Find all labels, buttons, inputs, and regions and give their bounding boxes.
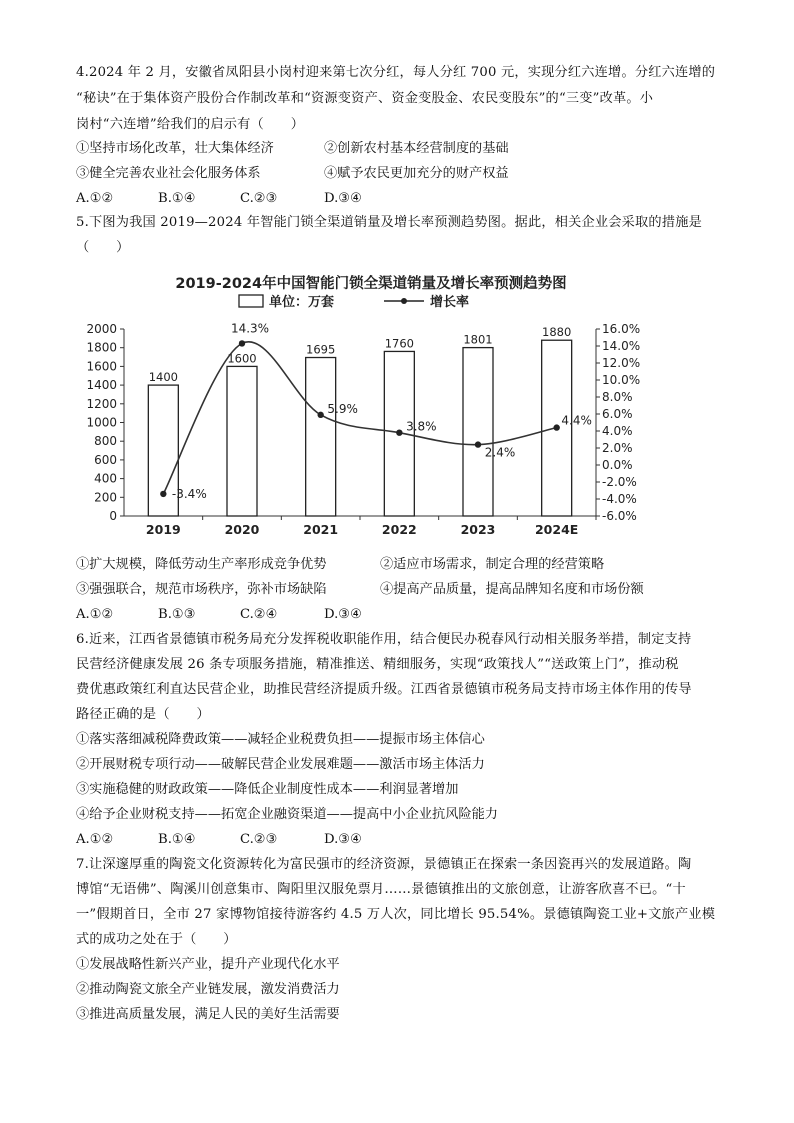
right-tick-label: -6.0% (602, 509, 637, 523)
plot-area (86, 321, 640, 537)
q5-statement-1: ①扩大规模，降低劳动生产率形成竞争优势 (76, 557, 327, 572)
left-tick-label: 1400 (86, 378, 117, 393)
chart-title: 2019-2024年中国智能门锁全渠道销量及增长率预测趋势图 (175, 276, 567, 292)
q6-choice-d: D.③④ (324, 832, 362, 847)
q4-stem-line-2: “秘诀”在于集体资产股份合作制改革和“资源变资产、资金变股金、农民变股东”的“三变”改革。小 (76, 91, 654, 106)
left-tick-label: 1200 (86, 396, 117, 411)
growth-value-label: 14.3% (230, 321, 270, 336)
growth-value-label: 3.8% (406, 419, 437, 434)
bar-value-label: 1695 (306, 342, 336, 357)
right-tick-label: 10.0% (602, 373, 641, 387)
q6-choice-b: B.①④ (158, 832, 196, 847)
q6-choice-c: C.②③ (240, 832, 278, 847)
sales-growth-chart (76, 265, 666, 545)
q7-statement-2: ②推动陶瓷文旅全产业链发展，激发消费活力 (76, 982, 340, 997)
q5-choice-d: D.③④ (324, 607, 362, 622)
growth-point-2023 (475, 441, 481, 447)
growth-value-label: -3.4% (171, 486, 207, 501)
x-tick-label: 2023 (460, 522, 496, 537)
growth-point-2021 (317, 412, 323, 418)
q6-statement-2: ②开展财税专项行动——破解民营企业发展难题——激活市场主体活力 (76, 757, 485, 772)
growth-value-label: 2.4% (484, 445, 516, 460)
q4-stem-line-1: 4.2024 年 2 月，安徽省凤阳县小岗村迎来第七次分红，每人分红 700 元，实现分红六连增。分红六连增的 (76, 65, 716, 80)
legend-line-label: 增长率 (430, 295, 470, 310)
right-tick-label: 6.0% (602, 407, 633, 421)
q5-statement-3: ③强强联合，规范市场秩序，弥补市场缺陷 (76, 582, 327, 597)
right-tick-label: -2.0% (602, 475, 637, 489)
q5-choice-b: B.①③ (158, 607, 196, 622)
growth-line (163, 342, 556, 494)
bar-value-label: 1760 (384, 336, 414, 351)
growth-point-2022 (396, 430, 402, 436)
q7-statement-1: ①发展战略性新兴产业，提升产业现代化水平 (76, 957, 340, 972)
right-tick-label: 16.0% (602, 322, 641, 336)
left-tick-label: 200 (94, 490, 117, 505)
left-tick-label: 0 (109, 509, 117, 523)
bar-value-label: 1400 (148, 370, 178, 385)
right-tick-label: 14.0% (602, 339, 641, 353)
chart-svg (76, 265, 666, 545)
q5-choice-a: A.①② (76, 607, 114, 622)
growth-point-2019 (160, 491, 166, 497)
q4-statement-4: ④赋予农民更加充分的财产权益 (324, 166, 509, 181)
q7-stem-line-2: 博馆“无语佛”、陶溪川创意集市、陶阳里汉服免票月……景德镇推出的文旅创意，让游客欣喜不已。“十 (76, 882, 686, 897)
x-tick-label: 2020 (224, 522, 260, 537)
q5-statement-4: ④提高产品质量，提高品牌知名度和市场份额 (380, 582, 644, 597)
bar-2021 (306, 358, 336, 516)
q6-statement-4: ④给予企业财税支持——拓宽企业融资渠道——提高中小企业抗风险能力 (76, 807, 498, 822)
q4-choice-a: A.①② (76, 191, 114, 206)
legend-bar-swatch (239, 295, 263, 307)
x-tick-label: 2022 (381, 522, 417, 537)
growth-point-2024E (553, 424, 559, 430)
growth-value-label: 4.4% (561, 413, 592, 428)
q5-statement-2: ②适应市场需求，制定合理的经营策略 (380, 557, 605, 572)
left-tick-label: 1600 (86, 359, 117, 374)
q4-stem-line-3: 岗村“六连增”给我们的启示有（ ） (76, 117, 305, 132)
left-tick-label: 2000 (86, 322, 117, 336)
q7-stem-line-3: 一”假期首日，全市 27 家博物馆接待游客约 4.5 万人次，同比增长 95.54%。景德镇陶瓷工业+文旅产业模 (76, 907, 716, 922)
q4-statement-2: ②创新农村基本经营制度的基础 (324, 141, 509, 156)
left-tick-label: 600 (94, 452, 117, 467)
right-tick-label: -4.0% (602, 492, 637, 506)
q4-choice-c: C.②③ (240, 191, 278, 206)
q5-stem-line-2: （ ） (76, 240, 130, 255)
q6-statement-3: ③实施稳健的财政政策——降低企业制度性成本——利润显著增加 (76, 782, 459, 797)
q7-stem-line-4: 式的成功之处在于（ ） (76, 932, 237, 947)
x-tick-label: 2024E (534, 522, 579, 537)
right-tick-label: 0.0% (602, 458, 633, 472)
right-tick-label: 4.0% (602, 424, 633, 438)
q6-choice-a: A.①② (76, 832, 114, 847)
q6-stem-line-4: 路径正确的是（ ） (76, 707, 210, 722)
legend-bar-label: 单位：万套 (269, 295, 335, 310)
bar-2020 (227, 366, 257, 516)
q7-stem-line-1: 7.让深邃厚重的陶瓷文化资源转化为富民强市的经济资源，景德镇正在探索一条因瓷再兴的发展道路。陶 (76, 857, 692, 872)
q4-statement-1: ①坚持市场化改革，壮大集体经济 (76, 141, 274, 156)
x-tick-label: 2021 (303, 522, 339, 537)
bar-value-label: 1880 (542, 325, 572, 340)
growth-value-label: 5.9% (327, 401, 358, 416)
x-tick-label: 2019 (145, 522, 181, 537)
bar-value-label: 1600 (227, 351, 257, 366)
right-tick-label: 2.0% (602, 441, 633, 455)
left-tick-label: 400 (94, 471, 117, 486)
bar-value-label: 1801 (463, 332, 493, 347)
right-tick-label: 8.0% (602, 390, 633, 404)
q6-stem-line-3: 费优惠政策红利直达民营企业，助推民营经济提质升级。江西省景德镇市税务局支持市场主体作用的传导 (76, 682, 692, 697)
q4-statement-3: ③健全完善农业社会化服务体系 (76, 166, 261, 181)
q6-statement-1: ①落实落细减税降费政策——减轻企业税费负担——提振市场主体信心 (76, 732, 485, 747)
left-tick-label: 1000 (86, 415, 117, 430)
q4-choice-b: B.①④ (158, 191, 196, 206)
left-tick-label: 1800 (86, 340, 117, 355)
q4-choice-d: D.③④ (324, 191, 362, 206)
legend-line-marker (401, 298, 407, 304)
q6-stem-line-2: 民营经济健康发展 26 条专项服务措施，精准推送、精细服务，实现“政策找人”“送政策上门”，推动税 (76, 657, 679, 672)
q7-statement-3: ③推进高质量发展，满足人民的美好生活需要 (76, 1007, 340, 1022)
q5-choice-c: C.②④ (240, 607, 278, 622)
left-tick-label: 800 (94, 434, 117, 449)
right-tick-label: 12.0% (602, 356, 641, 370)
q5-stem-line-1: 5.下图为我国 2019—2024 年智能门锁全渠道销量及增长率预测趋势图。据此，相关企业会采取的措施是 (76, 215, 702, 230)
growth-point-2020 (239, 340, 245, 346)
bar-2023 (463, 348, 493, 516)
q6-stem-line-1: 6.近来，江西省景德镇市税务局充分发挥税收职能作用，结合便民办税春风行动相关服务举措，制定支持 (76, 632, 692, 647)
